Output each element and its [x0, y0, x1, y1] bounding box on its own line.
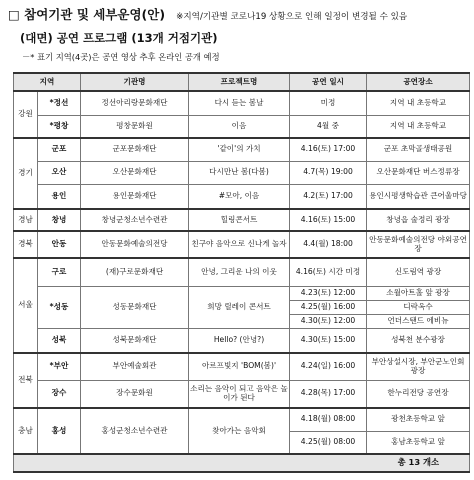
header-project: 프로젝트명: [189, 73, 290, 91]
project-cell: 희망 릴레이 콘서트: [189, 286, 290, 328]
org-cell: 성동문화재단: [81, 286, 189, 328]
org-cell: 군포문화재단: [81, 138, 189, 161]
venue-cell: 부안상설시장, 부안군노인회 광장: [367, 353, 470, 380]
total-count: 총 13 개소: [14, 454, 470, 472]
header-org: 기관명: [81, 73, 189, 91]
date-cell: 4.2(토) 17:00: [290, 184, 367, 209]
table-row: [14, 286, 470, 300]
org-cell: 평창문화원: [81, 115, 189, 138]
project-cell: 다시만난 봄(다봄): [189, 161, 290, 184]
table-row: [14, 161, 470, 184]
table-row: [14, 258, 470, 286]
date-cell: 4.24(일) 16:00: [290, 353, 367, 380]
org-cell: 용인문화재단: [81, 184, 189, 209]
region-cell: 경북: [14, 231, 38, 258]
org-cell: 장수문화원: [81, 380, 189, 408]
venue-cell: 성북천 분수광장: [367, 328, 470, 353]
date-cell: 4.16(토) 15:00: [290, 209, 367, 231]
date-cell: 4.25(월) 16:00: [290, 300, 367, 314]
project-cell: 힐링콘서트: [189, 209, 290, 231]
venue-cell: 한누리전당 공연장: [367, 380, 470, 408]
city-cell: 용인: [38, 184, 81, 209]
total-row: [14, 454, 470, 472]
venue-cell: 디락옥수: [367, 300, 470, 314]
table-row: [14, 91, 470, 115]
org-cell: 창녕군청소년수련관: [81, 209, 189, 231]
city-cell: 성북: [38, 328, 81, 353]
venue-cell: 소월아트홀 앞 광장: [367, 286, 470, 300]
org-cell: 안동문화예술의전당: [81, 231, 189, 258]
org-cell: 홍성군청소년수련관: [81, 408, 189, 454]
table-row: [14, 209, 470, 231]
city-cell: 군포: [38, 138, 81, 161]
venue-cell: 군포 초막골생태공원: [367, 138, 470, 161]
date-cell: 4.25(월) 08:00: [290, 431, 367, 454]
date-cell: 4.18(월) 08:00: [290, 408, 367, 431]
table-row: [14, 380, 470, 408]
venue-cell: 홍남초등학교 앞: [367, 431, 470, 454]
org-cell: 정선아리랑문화재단: [81, 91, 189, 115]
city-cell: 장수: [38, 380, 81, 408]
date-cell: 4.28(목) 17:00: [290, 380, 367, 408]
date-cell: 4.7(목) 19:00: [290, 161, 367, 184]
date-cell: 미정: [290, 91, 367, 115]
header-date: 공연 일시: [290, 73, 367, 91]
table-row: [14, 115, 470, 138]
project-cell: '같이'의 가치: [189, 138, 290, 161]
header-region: 지역: [14, 73, 81, 91]
table-row: [14, 184, 470, 209]
header-venue: 공연장소: [367, 73, 470, 91]
city-cell: 오산: [38, 161, 81, 184]
region-cell: 서울: [14, 258, 38, 353]
venue-cell: 용인시평생학습관 큰어울마당: [367, 184, 470, 209]
date-cell: 4.23(토) 12:00: [290, 286, 367, 300]
region-cell: 경기: [14, 138, 38, 209]
date-cell: 4.16(토) 17:00: [290, 138, 367, 161]
city-cell: 창녕: [38, 209, 81, 231]
section-title: □ 참여기관 및 세부운영(안): [8, 7, 166, 22]
date-cell: 4.30(토) 15:00: [290, 328, 367, 353]
table-header-row: [14, 73, 470, 91]
project-cell: 소리는 음악이 되고 음악은 놀이가 된다: [189, 380, 290, 408]
date-cell: 4월 중: [290, 115, 367, 138]
date-cell: 4.4(월) 18:00: [290, 231, 367, 258]
org-cell: 성북문화재단: [81, 328, 189, 353]
region-cell: 전북: [14, 353, 38, 408]
project-cell: 이음: [189, 115, 290, 138]
program-table: [13, 72, 470, 473]
city-cell: *정선: [38, 91, 81, 115]
venue-cell: 광천초등학교 앞: [367, 408, 470, 431]
region-cell: 충남: [14, 408, 38, 454]
org-cell: (재)구로문화재단: [81, 258, 189, 286]
date-cell: 4.30(토) 12:00: [290, 314, 367, 328]
online-remark: －* 표기 지역(4곳)은 공연 영상 추후 온라인 공개 예정: [22, 52, 220, 62]
project-cell: Hello? (안녕?): [189, 328, 290, 353]
city-cell: *평창: [38, 115, 81, 138]
table-row: [14, 408, 470, 431]
venue-cell: 신도림역 광장: [367, 258, 470, 286]
project-cell: 찾아가는 음악회: [189, 408, 290, 454]
project-cell: #모아, 이음: [189, 184, 290, 209]
venue-cell: 창녕읍 술정리 광장: [367, 209, 470, 231]
venue-cell: 오산문화재단 버스정류장: [367, 161, 470, 184]
project-cell: 친구야 음악으로 신나게 놀자: [189, 231, 290, 258]
venue-cell: 지역 내 초등학교: [367, 115, 470, 138]
region-cell: 강원: [14, 91, 38, 138]
city-cell: 구로: [38, 258, 81, 286]
org-cell: 부안예술회관: [81, 353, 189, 380]
venue-cell: 지역 내 초등학교: [367, 91, 470, 115]
org-cell: 오산문화재단: [81, 161, 189, 184]
project-cell: 안녕, 그리운 나의 이웃: [189, 258, 290, 286]
program-subtitle: (대면) 공연 프로그램 (13개 거점기관): [20, 31, 218, 45]
schedule-notice: ※지역/기관별 코로나19 상황으로 인해 일정이 변경될 수 있음: [176, 12, 408, 22]
table-row: [14, 231, 470, 258]
table-row: [14, 353, 470, 380]
city-cell: 홍성: [38, 408, 81, 454]
project-cell: 아르프빛지 'BOM(봄)': [189, 353, 290, 380]
venue-cell: 안동문화예술의전당 야외공연장: [367, 231, 470, 258]
project-cell: 다시 듣는 봄날: [189, 91, 290, 115]
city-cell: 안동: [38, 231, 81, 258]
date-cell: 4.16(토) 시간 미정: [290, 258, 367, 286]
section-heading: [8, 4, 470, 24]
city-cell: *성동: [38, 286, 81, 328]
region-cell: 경남: [14, 209, 38, 231]
table-row: [14, 138, 470, 161]
table-row: [14, 328, 470, 353]
city-cell: *부안: [38, 353, 81, 380]
venue-cell: 언더스탠드 에비뉴: [367, 314, 470, 328]
